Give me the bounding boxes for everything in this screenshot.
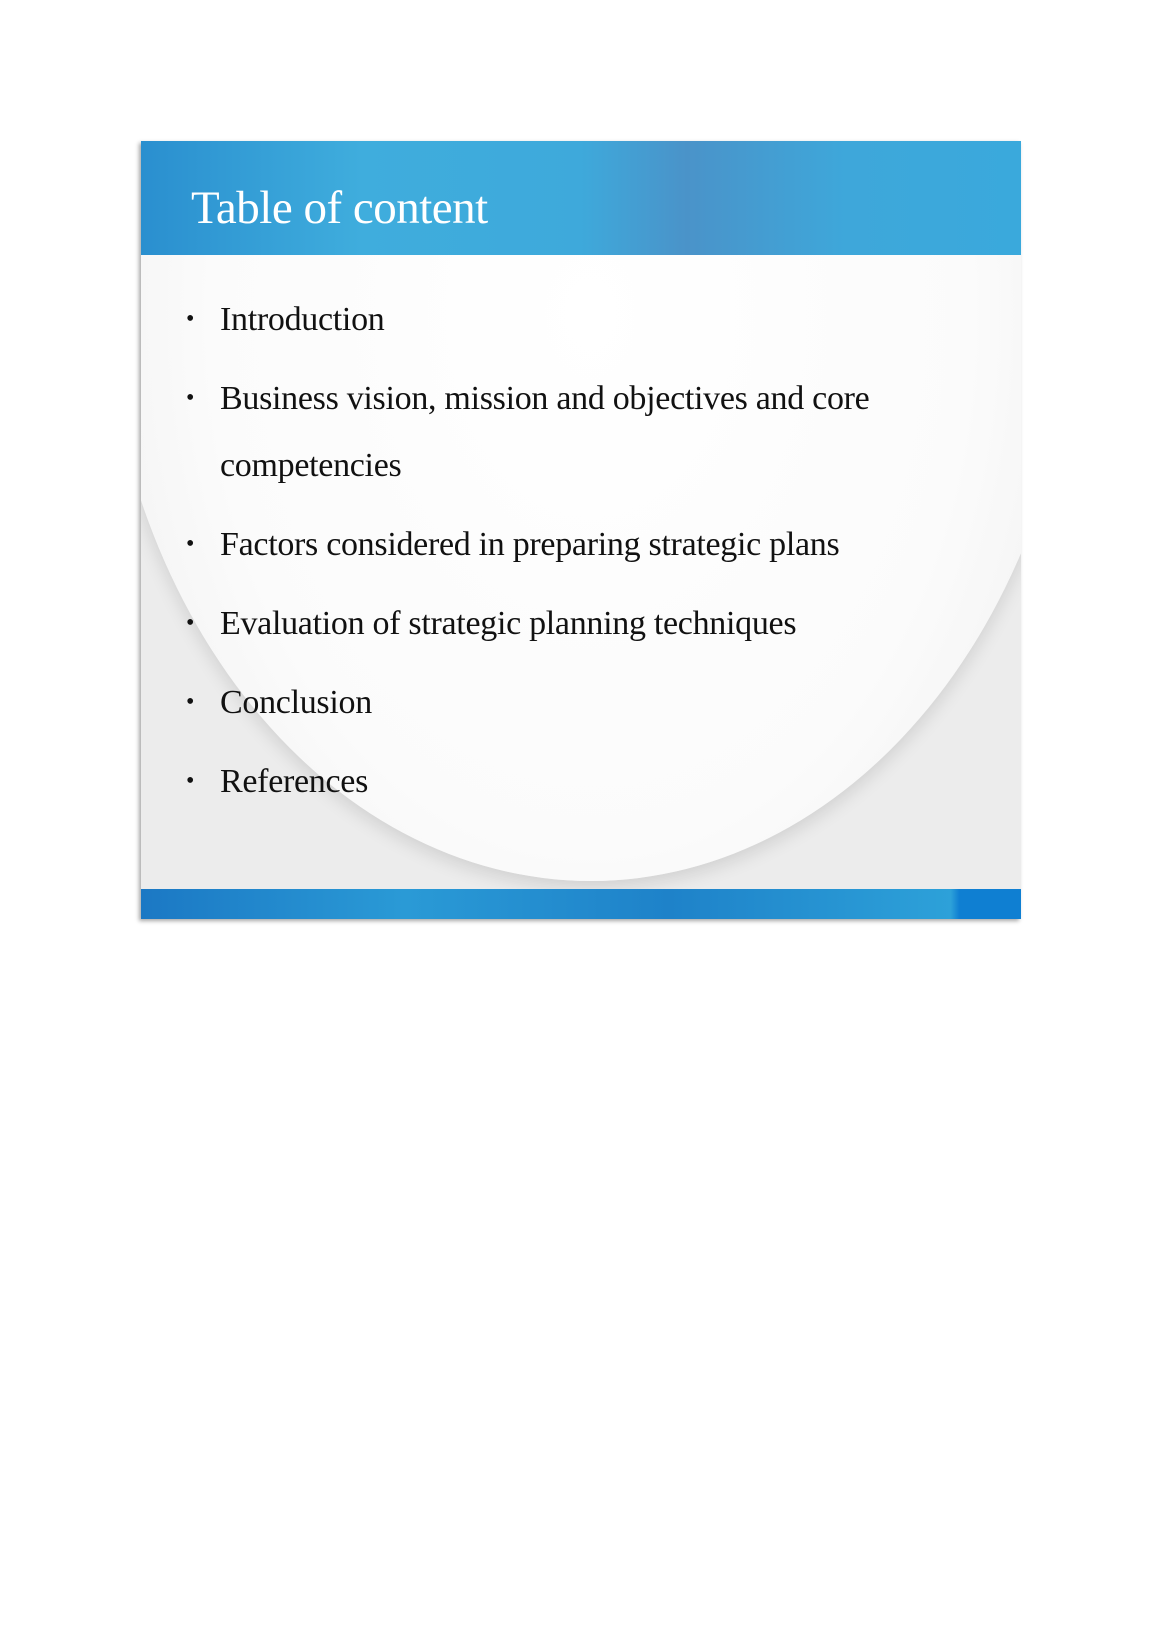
bullet-icon: • [186,610,195,636]
bullet-icon: • [186,531,195,557]
toc-item-label: Evaluation of strategic planning techniques [220,605,797,642]
slide-footer-band [141,889,1021,919]
toc-item-introduction [141,286,910,353]
bullet-icon: • [186,385,195,411]
toc-item-label: References [220,763,369,800]
bullet-icon: • [186,768,195,794]
toc-item-label: Introduction [220,301,385,338]
toc-item-evaluation [141,590,910,657]
bullet-icon: • [186,306,195,332]
toc-item-conclusion [141,669,910,736]
bullet-icon: • [186,689,195,715]
slide [141,141,1021,919]
toc-item-factors [141,511,910,578]
table-of-contents-list [141,286,1021,827]
slide-title: Table of content [191,182,488,234]
toc-item-business-vision [141,365,910,499]
toc-item-references [141,748,910,815]
toc-item-label: Business vision, mission and objectives and core competencies [220,380,870,484]
toc-item-label: Factors considered in preparing strategic plans [220,526,840,563]
toc-item-label: Conclusion [220,684,372,721]
